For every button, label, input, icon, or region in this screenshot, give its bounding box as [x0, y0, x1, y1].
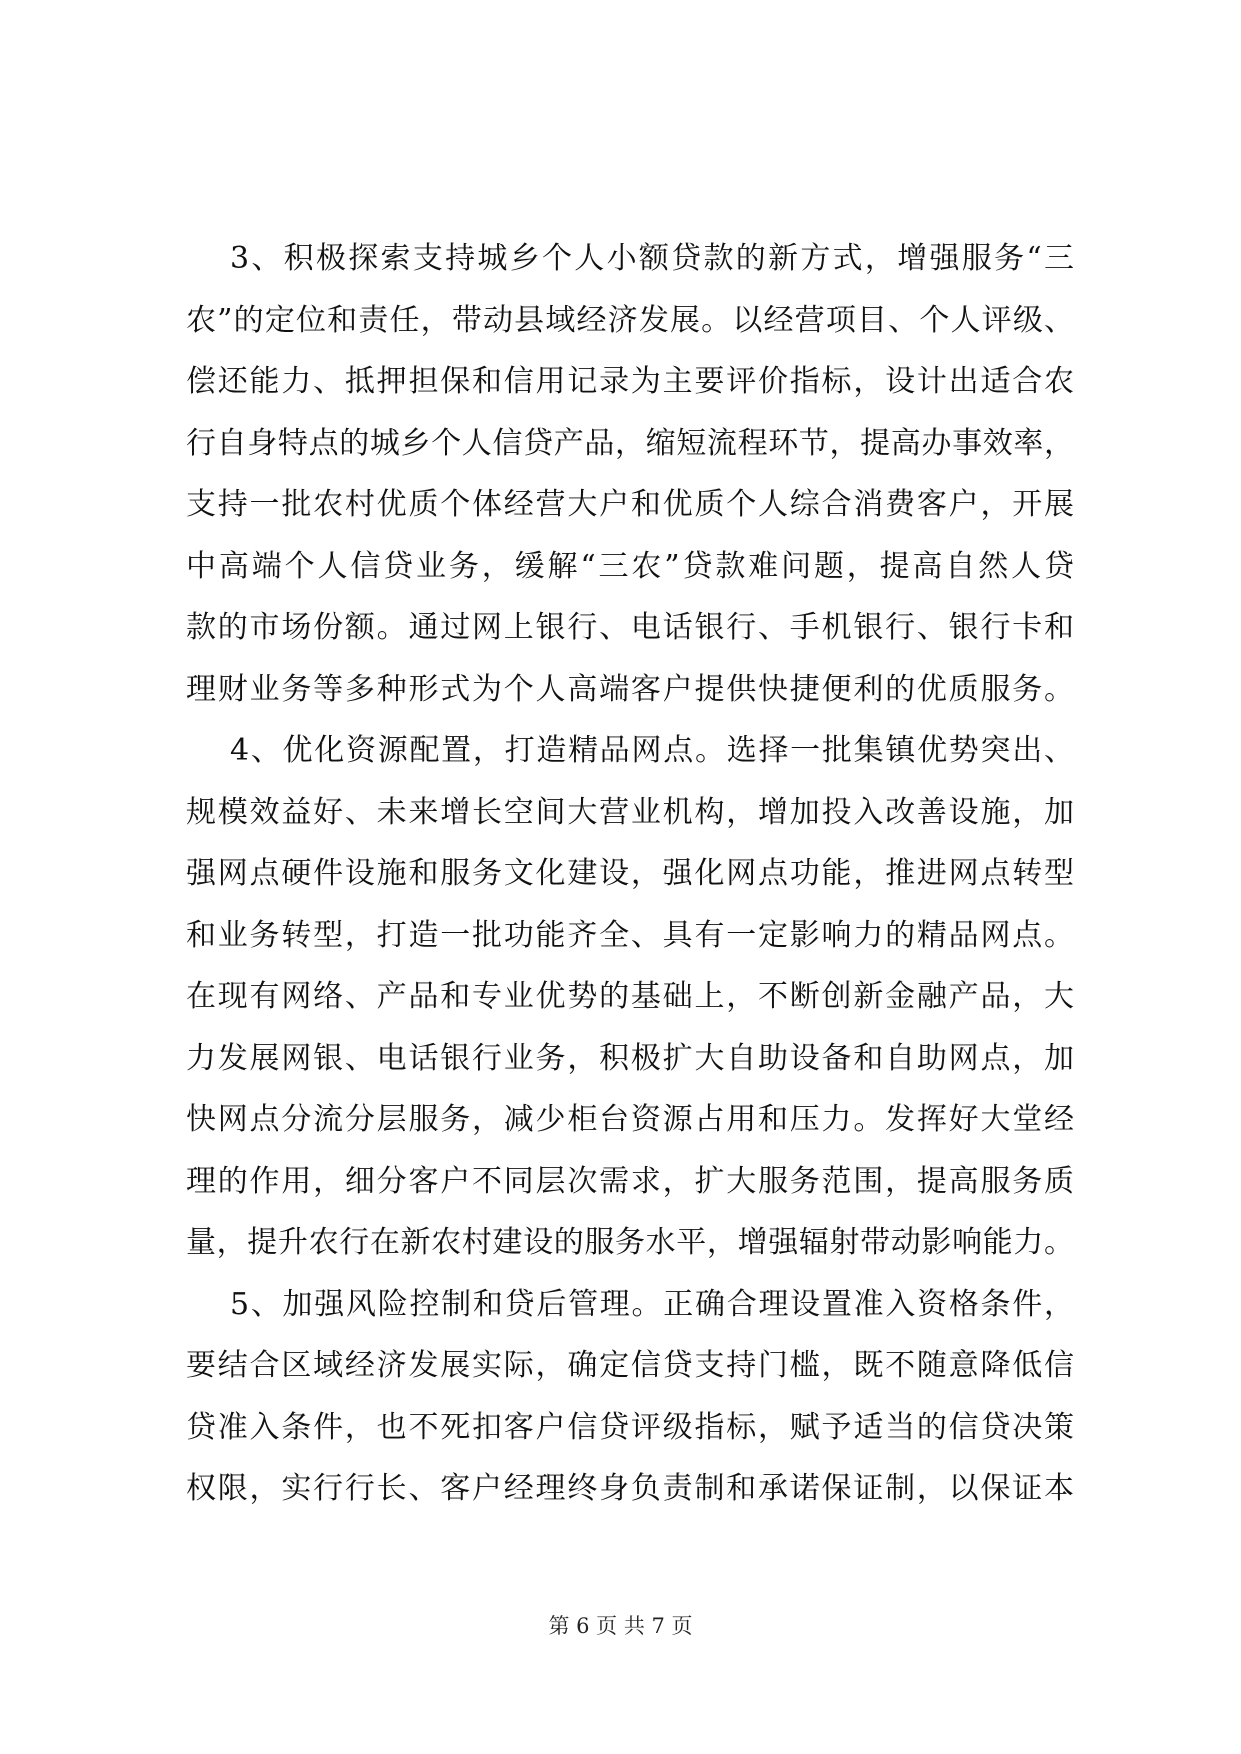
paragraph-3-line: 款的市场份额。通过网上银行、电话银行、手机银行、银行卡和 — [186, 610, 1074, 645]
paragraph-5-line: 要结合区域经济发展实际，确定信贷支持门槛，既不随意降低信 — [186, 1348, 1074, 1383]
paragraph-4-line: 理的作用，细分客户不同层次需求，扩大服务范围，提高服务质 — [186, 1163, 1074, 1199]
paragraph-4-line: 4、优化资源配置，打造精品网点。选择一批集镇优势突出、 — [230, 733, 1074, 768]
paragraph-5-line: 贷准入条件，也不死扣客户信贷评级指标，赋予适当的信贷决策 — [186, 1409, 1074, 1445]
paragraph-4-line: 力发展网银、电话银行业务，积极扩大自助设备和自助网点，加 — [186, 1040, 1074, 1076]
paragraph-3-line: 中高端个人信贷业务，缓解“三农”贷款难问题，提高自然人贷 — [186, 548, 1074, 584]
paragraph-3-line: 偿还能力、抵押担保和信用记录为主要评价指标，设计出适合农 — [186, 364, 1074, 399]
paragraph-3-line: 农”的定位和责任，带动县域经济发展。以经营项目、个人评级、 — [186, 302, 1074, 338]
paragraph-3-line: 支持一批农村优质个体经营大户和优质个人综合消费客户，开展 — [186, 487, 1074, 522]
paragraph-4-line: 和业务转型，打造一批功能齐全、具有一定影响力的精品网点。 — [186, 917, 1074, 953]
paragraph-4-line: 快网点分流分层服务，减少柜台资源占用和压力。发挥好大堂经 — [186, 1102, 1074, 1137]
paragraph-4-line: 规模效益好、未来增长空间大营业机构，增加投入改善设施，加 — [186, 794, 1074, 830]
paragraph-5-line: 5、加强风险控制和贷后管理。正确合理设置准入资格条件， — [230, 1286, 1074, 1322]
paragraph-3-line: 3、积极探索支持城乡个人小额贷款的新方式，增强服务“三 — [230, 241, 1074, 276]
paragraph-4-line: 量，提升农行在新农村建设的服务水平，增强辐射带动影响能力。 — [186, 1225, 1074, 1260]
page-footer: 第 6 页 共 7 页 — [548, 1614, 693, 1638]
paragraph-4-line: 强网点硬件设施和服务文化建设，强化网点功能，推进网点转型 — [186, 856, 1074, 891]
paragraph-3-line: 理财业务等多种形式为个人高端客户提供快捷便利的优质服务。 — [186, 671, 1074, 707]
paragraph-5-line: 权限，实行行长、客户经理终身负责制和承诺保证制，以保证本 — [186, 1471, 1074, 1506]
body-text — [186, 228, 1074, 1520]
paragraph-3-line: 行自身特点的城乡个人信贷产品，缩短流程环节，提高办事效率， — [186, 425, 1074, 461]
paragraph-4-line: 在现有网络、产品和专业优势的基础上，不断创新金融产品，大 — [186, 979, 1074, 1014]
